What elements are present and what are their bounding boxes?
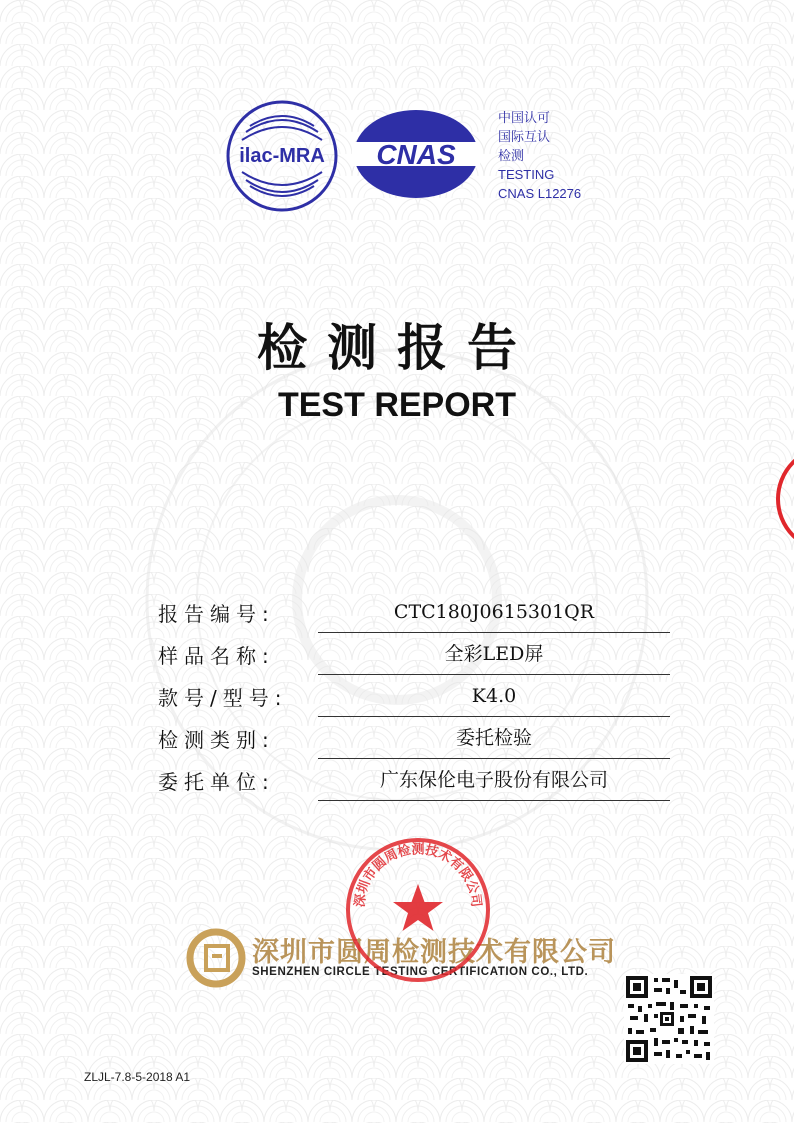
company-name-en: SHENZHEN CIRCLE TESTING CERTIFICATION CO., LTD. — [252, 966, 589, 978]
company-name-cn: 深圳市圆周检测技术有限公司 — [252, 937, 616, 968]
cnas-line: 中国认可 — [498, 110, 551, 125]
cnas-accreditation-text — [498, 108, 581, 203]
info-row-sample-name — [158, 634, 670, 676]
cnas-line: CNAS L12276 — [498, 186, 582, 201]
official-red-seal — [344, 836, 492, 984]
info-value: 委托检验 — [318, 718, 670, 759]
document-code: ZLJL-7.8-5-2018 A1 — [84, 1070, 191, 1084]
company-logo-icon — [186, 928, 250, 988]
seal-star-icon — [393, 884, 443, 931]
info-label: 款号/型号: — [158, 686, 288, 710]
info-label: 样品名称: — [158, 644, 275, 668]
info-row-client — [158, 760, 670, 802]
cnas-line: TESTING — [498, 167, 555, 182]
info-row-model — [158, 676, 670, 718]
edge-seal-fragment — [770, 444, 794, 554]
svg-text:深圳市圆周检测技术有限公司: 深圳市圆周检测技术有限公司 — [352, 842, 484, 908]
qr-code — [624, 974, 714, 1064]
svg-text:ilac-MRA: ilac-MRA — [239, 145, 325, 167]
info-label: 检测类别: — [158, 728, 275, 752]
info-value: 全彩LED屏 — [318, 634, 670, 675]
report-title-cn: 检测报告 — [257, 319, 537, 377]
info-value: K4.0 — [318, 676, 670, 717]
cnas-line: 检测 — [498, 148, 525, 163]
info-label: 报告编号: — [158, 602, 275, 626]
info-row-test-type — [158, 718, 670, 760]
report-info-table — [158, 592, 670, 802]
info-row-report-number — [158, 592, 670, 634]
info-value: 广东保伦电子股份有限公司 — [318, 760, 670, 801]
cnas-logo — [352, 108, 480, 200]
cnas-line: 国际互认 — [498, 129, 551, 144]
report-title-en: TEST REPORT — [277, 386, 517, 424]
ilac-mra-logo — [226, 100, 338, 212]
info-value: CTC180J0615301QR — [318, 592, 670, 633]
info-label: 委托单位: — [158, 770, 275, 794]
svg-text:CNAS: CNAS — [376, 139, 456, 170]
